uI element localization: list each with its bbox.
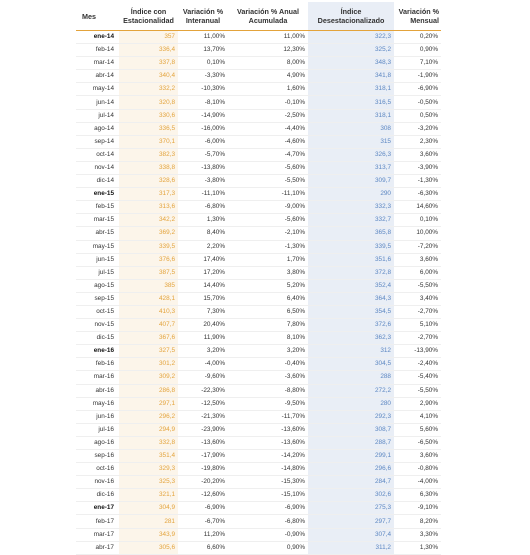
- cell-indice-estacionalidad: 387,5: [119, 266, 178, 279]
- cell-mes: jun-15: [76, 253, 119, 266]
- cell-mes: jun-14: [76, 96, 119, 109]
- cell-variacion-mensual: 10,00%: [394, 227, 441, 240]
- cell-variacion-mensual: -6,90%: [394, 83, 441, 96]
- cell-indice-desestacionalizado: 364,3: [308, 292, 394, 305]
- table-row: [76, 489, 441, 502]
- cell-mes: oct-16: [76, 463, 119, 476]
- cell-variacion-interanual: -6,80%: [178, 201, 228, 214]
- cell-mes: feb-14: [76, 44, 119, 57]
- cell-indice-estacionalidad: 325,3: [119, 476, 178, 489]
- table-row: [76, 371, 441, 384]
- cell-variacion-mensual: 6,30%: [394, 489, 441, 502]
- cell-indice-desestacionalizado: 332,7: [308, 214, 394, 227]
- cell-variacion-interanual: 15,70%: [178, 292, 228, 305]
- cell-mes: ene-16: [76, 345, 119, 358]
- cell-variacion-anual-acumulada: 7,80%: [228, 319, 308, 332]
- cell-mes: sep-14: [76, 135, 119, 148]
- cell-variacion-mensual: -9,10%: [394, 502, 441, 515]
- cell-variacion-anual-acumulada: 1,70%: [228, 253, 308, 266]
- cell-variacion-anual-acumulada: -9,50%: [228, 397, 308, 410]
- cell-indice-estacionalidad: 296,2: [119, 410, 178, 423]
- table-row: [76, 148, 441, 161]
- cell-mes: ago-14: [76, 122, 119, 135]
- cell-variacion-mensual: 0,10%: [394, 214, 441, 227]
- cell-variacion-interanual: 1,30%: [178, 214, 228, 227]
- cell-variacion-mensual: -13,90%: [394, 345, 441, 358]
- cell-variacion-mensual: 0,50%: [394, 109, 441, 122]
- cell-variacion-mensual: -5,50%: [394, 279, 441, 292]
- cell-variacion-anual-acumulada: 3,80%: [228, 266, 308, 279]
- cell-variacion-mensual: 7,10%: [394, 57, 441, 70]
- cell-indice-desestacionalizado: 341,8: [308, 70, 394, 83]
- cell-variacion-anual-acumulada: -14,20%: [228, 450, 308, 463]
- cell-mes: abr-16: [76, 384, 119, 397]
- cell-indice-desestacionalizado: 288,7: [308, 436, 394, 449]
- cell-indice-desestacionalizado: 348,3: [308, 57, 394, 70]
- cell-mes: ene-14: [76, 31, 119, 44]
- cell-mes: mar-17: [76, 528, 119, 541]
- cell-variacion-mensual: -1,30%: [394, 175, 441, 188]
- table-row: [76, 319, 441, 332]
- cell-variacion-interanual: 7,30%: [178, 305, 228, 318]
- cell-indice-desestacionalizado: 307,4: [308, 528, 394, 541]
- cell-indice-estacionalidad: 332,2: [119, 83, 178, 96]
- cell-indice-desestacionalizado: 275,3: [308, 502, 394, 515]
- cell-indice-desestacionalizado: 308: [308, 122, 394, 135]
- cell-variacion-anual-acumulada: -5,50%: [228, 175, 308, 188]
- cell-variacion-mensual: 0,20%: [394, 31, 441, 44]
- cell-variacion-anual-acumulada: -4,40%: [228, 122, 308, 135]
- cell-indice-desestacionalizado: 272,2: [308, 384, 394, 397]
- cell-variacion-mensual: 8,20%: [394, 515, 441, 528]
- cell-indice-estacionalidad: 336,4: [119, 44, 178, 57]
- cell-mes: dic-15: [76, 332, 119, 345]
- table-row: [76, 44, 441, 57]
- cell-mes: abr-15: [76, 227, 119, 240]
- cell-variacion-interanual: 13,70%: [178, 44, 228, 57]
- cell-indice-desestacionalizado: 311,2: [308, 541, 394, 554]
- cell-mes: dic-14: [76, 175, 119, 188]
- cell-variacion-interanual: -12,50%: [178, 397, 228, 410]
- header-indice-desestacionalizado: Índice Desestacionalizado: [308, 2, 394, 31]
- cell-variacion-mensual: 5,60%: [394, 423, 441, 436]
- cell-indice-estacionalidad: 328,6: [119, 175, 178, 188]
- cell-indice-estacionalidad: 297,1: [119, 397, 178, 410]
- cell-indice-estacionalidad: 317,3: [119, 188, 178, 201]
- cell-variacion-interanual: -19,80%: [178, 463, 228, 476]
- index-table-container: [76, 2, 441, 555]
- cell-variacion-mensual: 3,60%: [394, 450, 441, 463]
- cell-indice-estacionalidad: 357: [119, 31, 178, 44]
- cell-indice-estacionalidad: 376,6: [119, 253, 178, 266]
- cell-variacion-anual-acumulada: -5,60%: [228, 214, 308, 227]
- cell-indice-estacionalidad: 338,8: [119, 161, 178, 174]
- cell-variacion-anual-acumulada: 12,30%: [228, 44, 308, 57]
- cell-variacion-interanual: 8,40%: [178, 227, 228, 240]
- cell-variacion-interanual: -20,20%: [178, 476, 228, 489]
- cell-variacion-anual-acumulada: -6,90%: [228, 502, 308, 515]
- cell-variacion-mensual: 6,00%: [394, 266, 441, 279]
- cell-variacion-mensual: -3,90%: [394, 161, 441, 174]
- table-row: [76, 266, 441, 279]
- cell-variacion-interanual: -13,60%: [178, 436, 228, 449]
- table-row: [76, 122, 441, 135]
- table-row: [76, 502, 441, 515]
- cell-variacion-anual-acumulada: 5,20%: [228, 279, 308, 292]
- cell-indice-desestacionalizado: 352,4: [308, 279, 394, 292]
- table-row: [76, 358, 441, 371]
- table-row: [76, 175, 441, 188]
- cell-variacion-mensual: -5,40%: [394, 371, 441, 384]
- table-row: [76, 476, 441, 489]
- cell-variacion-anual-acumulada: -0,40%: [228, 358, 308, 371]
- cell-variacion-mensual: 3,60%: [394, 148, 441, 161]
- cell-variacion-mensual: -3,20%: [394, 122, 441, 135]
- cell-indice-estacionalidad: 304,9: [119, 502, 178, 515]
- cell-variacion-mensual: -4,00%: [394, 476, 441, 489]
- cell-mes: ene-15: [76, 188, 119, 201]
- cell-variacion-mensual: 3,60%: [394, 253, 441, 266]
- table-row: [76, 188, 441, 201]
- table-row: [76, 161, 441, 174]
- cell-variacion-interanual: 17,40%: [178, 253, 228, 266]
- header-row: [76, 2, 441, 31]
- cell-variacion-interanual: -3,80%: [178, 175, 228, 188]
- table-row: [76, 436, 441, 449]
- cell-variacion-mensual: 1,30%: [394, 541, 441, 554]
- cell-variacion-anual-acumulada: -2,50%: [228, 109, 308, 122]
- cell-indice-desestacionalizado: 288: [308, 371, 394, 384]
- cell-mes: sep-15: [76, 292, 119, 305]
- cell-indice-desestacionalizado: 302,6: [308, 489, 394, 502]
- cell-variacion-interanual: 11,20%: [178, 528, 228, 541]
- cell-mes: abr-17: [76, 541, 119, 554]
- cell-indice-estacionalidad: 305,6: [119, 541, 178, 554]
- cell-mes: ago-16: [76, 436, 119, 449]
- cell-variacion-anual-acumulada: 1,60%: [228, 83, 308, 96]
- cell-mes: may-15: [76, 240, 119, 253]
- cell-variacion-interanual: 14,40%: [178, 279, 228, 292]
- table-row: [76, 305, 441, 318]
- cell-indice-estacionalidad: 342,2: [119, 214, 178, 227]
- cell-variacion-mensual: 4,10%: [394, 410, 441, 423]
- cell-variacion-interanual: 2,20%: [178, 240, 228, 253]
- cell-mes: nov-14: [76, 161, 119, 174]
- cell-variacion-mensual: -0,80%: [394, 463, 441, 476]
- cell-variacion-anual-acumulada: -14,80%: [228, 463, 308, 476]
- table-row: [76, 240, 441, 253]
- table-body: [76, 31, 441, 555]
- cell-indice-estacionalidad: 385: [119, 279, 178, 292]
- cell-variacion-mensual: -5,50%: [394, 384, 441, 397]
- cell-variacion-anual-acumulada: -8,80%: [228, 384, 308, 397]
- cell-indice-desestacionalizado: 326,3: [308, 148, 394, 161]
- table-row: [76, 410, 441, 423]
- table-row: [76, 528, 441, 541]
- cell-mes: may-16: [76, 397, 119, 410]
- cell-variacion-anual-acumulada: 8,10%: [228, 332, 308, 345]
- cell-indice-estacionalidad: 428,1: [119, 292, 178, 305]
- cell-variacion-mensual: 2,90%: [394, 397, 441, 410]
- cell-indice-estacionalidad: 370,1: [119, 135, 178, 148]
- table-row: [76, 292, 441, 305]
- cell-variacion-anual-acumulada: -11,10%: [228, 188, 308, 201]
- cell-variacion-mensual: -2,70%: [394, 305, 441, 318]
- cell-variacion-mensual: -6,50%: [394, 436, 441, 449]
- cell-variacion-interanual: -23,90%: [178, 423, 228, 436]
- table-row: [76, 227, 441, 240]
- cell-variacion-anual-acumulada: -11,70%: [228, 410, 308, 423]
- cell-variacion-anual-acumulada: -4,70%: [228, 148, 308, 161]
- cell-indice-estacionalidad: 321,1: [119, 489, 178, 502]
- cell-variacion-interanual: 0,10%: [178, 57, 228, 70]
- cell-indice-estacionalidad: 330,6: [119, 109, 178, 122]
- cell-variacion-mensual: -2,40%: [394, 358, 441, 371]
- cell-indice-desestacionalizado: 318,1: [308, 109, 394, 122]
- cell-indice-desestacionalizado: 280: [308, 397, 394, 410]
- cell-variacion-interanual: -4,00%: [178, 358, 228, 371]
- cell-variacion-interanual: -14,90%: [178, 109, 228, 122]
- cell-mes: feb-15: [76, 201, 119, 214]
- cell-indice-estacionalidad: 301,2: [119, 358, 178, 371]
- cell-variacion-mensual: -0,50%: [394, 96, 441, 109]
- cell-variacion-mensual: 14,60%: [394, 201, 441, 214]
- header-indice-estacionalidad: Índice con Estacionalidad: [119, 2, 178, 31]
- cell-variacion-mensual: 0,90%: [394, 44, 441, 57]
- cell-indice-desestacionalizado: 308,7: [308, 423, 394, 436]
- cell-indice-estacionalidad: 340,4: [119, 70, 178, 83]
- cell-variacion-interanual: 11,00%: [178, 31, 228, 44]
- cell-variacion-interanual: 3,20%: [178, 345, 228, 358]
- cell-indice-desestacionalizado: 372,8: [308, 266, 394, 279]
- cell-mes: sep-16: [76, 450, 119, 463]
- cell-indice-desestacionalizado: 322,3: [308, 31, 394, 44]
- cell-indice-estacionalidad: 309,2: [119, 371, 178, 384]
- cell-indice-desestacionalizado: 339,5: [308, 240, 394, 253]
- table-row: [76, 463, 441, 476]
- table-row: [76, 397, 441, 410]
- cell-variacion-anual-acumulada: -3,60%: [228, 371, 308, 384]
- cell-indice-estacionalidad: 320,8: [119, 96, 178, 109]
- cell-indice-estacionalidad: 313,6: [119, 201, 178, 214]
- cell-indice-desestacionalizado: 372,6: [308, 319, 394, 332]
- cell-mes: feb-17: [76, 515, 119, 528]
- cell-mes: dic-16: [76, 489, 119, 502]
- cell-variacion-interanual: -12,60%: [178, 489, 228, 502]
- cell-variacion-interanual: -6,70%: [178, 515, 228, 528]
- cell-variacion-mensual: 3,30%: [394, 528, 441, 541]
- cell-indice-estacionalidad: 281: [119, 515, 178, 528]
- cell-indice-estacionalidad: 294,9: [119, 423, 178, 436]
- table-row: [76, 541, 441, 554]
- table-row: [76, 135, 441, 148]
- cell-mes: abr-14: [76, 70, 119, 83]
- cell-indice-estacionalidad: 332,8: [119, 436, 178, 449]
- table-row: [76, 214, 441, 227]
- table-row: [76, 332, 441, 345]
- cell-variacion-interanual: -21,30%: [178, 410, 228, 423]
- cell-variacion-mensual: -7,20%: [394, 240, 441, 253]
- table-row: [76, 109, 441, 122]
- cell-mes: jul-15: [76, 266, 119, 279]
- cell-indice-desestacionalizado: 304,5: [308, 358, 394, 371]
- cell-indice-desestacionalizado: 354,5: [308, 305, 394, 318]
- cell-variacion-interanual: -3,30%: [178, 70, 228, 83]
- cell-mes: jun-16: [76, 410, 119, 423]
- cell-indice-estacionalidad: 336,5: [119, 122, 178, 135]
- cell-variacion-anual-acumulada: 0,90%: [228, 541, 308, 554]
- cell-indice-desestacionalizado: 351,6: [308, 253, 394, 266]
- header-variacion-interanual: Variación % Interanual: [178, 2, 228, 31]
- cell-variacion-interanual: -6,90%: [178, 502, 228, 515]
- cell-mes: nov-16: [76, 476, 119, 489]
- cell-indice-estacionalidad: 286,8: [119, 384, 178, 397]
- table-row: [76, 201, 441, 214]
- cell-indice-estacionalidad: 327,5: [119, 345, 178, 358]
- table-row: [76, 31, 441, 44]
- cell-mes: ene-17: [76, 502, 119, 515]
- cell-mes: jul-14: [76, 109, 119, 122]
- table-row: [76, 515, 441, 528]
- cell-indice-estacionalidad: 343,9: [119, 528, 178, 541]
- cell-variacion-interanual: -22,30%: [178, 384, 228, 397]
- table-row: [76, 96, 441, 109]
- table-row: [76, 384, 441, 397]
- cell-indice-desestacionalizado: 316,5: [308, 96, 394, 109]
- cell-variacion-anual-acumulada: -9,00%: [228, 201, 308, 214]
- cell-indice-desestacionalizado: 312: [308, 345, 394, 358]
- table-row: [76, 423, 441, 436]
- cell-variacion-interanual: -17,90%: [178, 450, 228, 463]
- cell-variacion-anual-acumulada: -13,60%: [228, 423, 308, 436]
- table-row: [76, 253, 441, 266]
- cell-variacion-interanual: 17,20%: [178, 266, 228, 279]
- cell-indice-desestacionalizado: 313,7: [308, 161, 394, 174]
- table-row: [76, 83, 441, 96]
- header-variacion-mensual: Variación % Mensual: [394, 2, 441, 31]
- cell-indice-desestacionalizado: 318,1: [308, 83, 394, 96]
- cell-variacion-anual-acumulada: 8,00%: [228, 57, 308, 70]
- cell-indice-desestacionalizado: 309,7: [308, 175, 394, 188]
- cell-variacion-anual-acumulada: -6,80%: [228, 515, 308, 528]
- cell-variacion-interanual: -8,10%: [178, 96, 228, 109]
- index-table: [76, 2, 441, 555]
- cell-variacion-mensual: 3,40%: [394, 292, 441, 305]
- cell-indice-estacionalidad: 329,3: [119, 463, 178, 476]
- header-mes: Mes: [76, 2, 119, 31]
- cell-variacion-interanual: 11,90%: [178, 332, 228, 345]
- cell-variacion-anual-acumulada: -4,60%: [228, 135, 308, 148]
- cell-mes: ago-15: [76, 279, 119, 292]
- cell-indice-desestacionalizado: 297,7: [308, 515, 394, 528]
- cell-mes: mar-14: [76, 57, 119, 70]
- table-row: [76, 345, 441, 358]
- cell-indice-estacionalidad: 367,6: [119, 332, 178, 345]
- cell-indice-estacionalidad: 351,4: [119, 450, 178, 463]
- cell-variacion-anual-acumulada: -5,60%: [228, 161, 308, 174]
- cell-variacion-interanual: -16,00%: [178, 122, 228, 135]
- cell-mes: may-14: [76, 83, 119, 96]
- cell-variacion-anual-acumulada: -13,60%: [228, 436, 308, 449]
- cell-mes: oct-14: [76, 148, 119, 161]
- cell-variacion-anual-acumulada: 4,90%: [228, 70, 308, 83]
- cell-variacion-interanual: -6,00%: [178, 135, 228, 148]
- cell-indice-estacionalidad: 369,2: [119, 227, 178, 240]
- table-row: [76, 70, 441, 83]
- cell-variacion-anual-acumulada: -0,90%: [228, 528, 308, 541]
- cell-variacion-interanual: 20,40%: [178, 319, 228, 332]
- cell-variacion-interanual: -10,30%: [178, 83, 228, 96]
- table-row: [76, 450, 441, 463]
- table-header: [76, 2, 441, 31]
- cell-indice-desestacionalizado: 325,2: [308, 44, 394, 57]
- cell-indice-desestacionalizado: 284,7: [308, 476, 394, 489]
- cell-variacion-interanual: -9,60%: [178, 371, 228, 384]
- cell-variacion-interanual: -11,10%: [178, 188, 228, 201]
- cell-indice-desestacionalizado: 365,8: [308, 227, 394, 240]
- table-row: [76, 279, 441, 292]
- cell-variacion-mensual: 5,10%: [394, 319, 441, 332]
- cell-indice-estacionalidad: 337,8: [119, 57, 178, 70]
- cell-variacion-mensual: 2,30%: [394, 135, 441, 148]
- cell-variacion-anual-acumulada: 6,50%: [228, 305, 308, 318]
- cell-variacion-anual-acumulada: -15,30%: [228, 476, 308, 489]
- cell-indice-estacionalidad: 410,3: [119, 305, 178, 318]
- cell-variacion-anual-acumulada: -1,30%: [228, 240, 308, 253]
- cell-variacion-anual-acumulada: 6,40%: [228, 292, 308, 305]
- cell-indice-desestacionalizado: 332,3: [308, 201, 394, 214]
- cell-indice-desestacionalizado: 290: [308, 188, 394, 201]
- cell-variacion-anual-acumulada: 3,20%: [228, 345, 308, 358]
- table-row: [76, 57, 441, 70]
- cell-indice-desestacionalizado: 296,6: [308, 463, 394, 476]
- cell-variacion-interanual: -5,70%: [178, 148, 228, 161]
- cell-variacion-mensual: -1,90%: [394, 70, 441, 83]
- cell-variacion-mensual: -6,30%: [394, 188, 441, 201]
- cell-indice-estacionalidad: 407,7: [119, 319, 178, 332]
- cell-variacion-interanual: 6,60%: [178, 541, 228, 554]
- cell-variacion-anual-acumulada: 11,00%: [228, 31, 308, 44]
- header-variacion-anual-acumulada: Variación % Anual Acumulada: [228, 2, 308, 31]
- cell-mes: nov-15: [76, 319, 119, 332]
- cell-variacion-anual-acumulada: -0,10%: [228, 96, 308, 109]
- cell-variacion-anual-acumulada: -2,10%: [228, 227, 308, 240]
- cell-indice-estacionalidad: 339,5: [119, 240, 178, 253]
- cell-variacion-anual-acumulada: -15,10%: [228, 489, 308, 502]
- cell-mes: oct-15: [76, 305, 119, 318]
- cell-mes: jul-16: [76, 423, 119, 436]
- cell-variacion-interanual: -13,80%: [178, 161, 228, 174]
- cell-indice-desestacionalizado: 299,1: [308, 450, 394, 463]
- cell-mes: mar-15: [76, 214, 119, 227]
- cell-indice-desestacionalizado: 362,3: [308, 332, 394, 345]
- cell-indice-estacionalidad: 382,3: [119, 148, 178, 161]
- cell-variacion-mensual: -2,70%: [394, 332, 441, 345]
- cell-indice-desestacionalizado: 292,3: [308, 410, 394, 423]
- cell-mes: feb-16: [76, 358, 119, 371]
- cell-indice-desestacionalizado: 315: [308, 135, 394, 148]
- cell-mes: mar-16: [76, 371, 119, 384]
